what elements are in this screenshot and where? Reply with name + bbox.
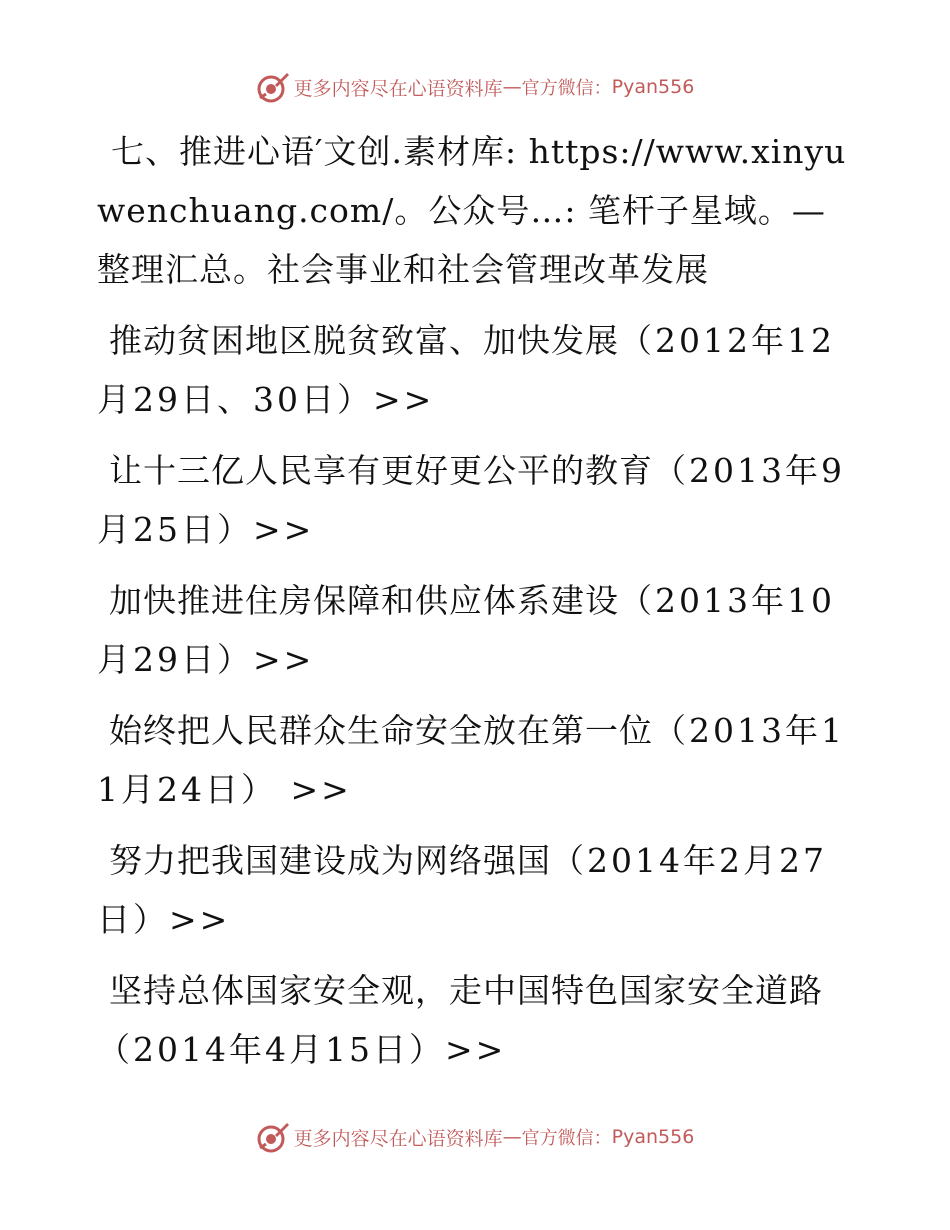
quill-seal-logo-icon	[256, 70, 290, 104]
watermark-label: 官方微信：	[521, 1128, 612, 1149]
entry-item	[97, 571, 857, 689]
watermark-header	[0, 70, 950, 104]
watermark-dash: —	[502, 1126, 522, 1148]
entry-item	[97, 961, 857, 1079]
quill-seal-logo-icon	[256, 1120, 290, 1154]
entry-date: （2013年9月25日）>>	[97, 451, 845, 549]
entry-title: 努力把我国建设成为网络强国	[109, 841, 551, 880]
entry-date: （2013年10月29日）>>	[97, 581, 835, 679]
watermark-wechat-id: Pyan556	[611, 76, 695, 98]
watermark-footer	[0, 1120, 950, 1154]
entry-date: （2014年2月27日）>>	[97, 841, 827, 939]
entry-title: 坚持总体国家安全观，走中国特色国家安全道路	[109, 971, 823, 1010]
entry-title: 始终把人民群众生命安全放在第一位	[109, 711, 653, 750]
entry-date: （2012年12月29日、30日）>>	[97, 321, 835, 419]
entry-title: 推动贫困地区脱贫致富、加快发展	[109, 321, 619, 360]
entry-title: 让十三亿人民享有更好更公平的教育	[109, 451, 653, 490]
entry-date: （2014年4月15日）>>	[97, 1030, 507, 1069]
entry-item	[97, 441, 857, 559]
entry-item	[97, 311, 857, 429]
entry-item	[97, 831, 857, 949]
entry-date: （2013年11月24日） >>	[97, 711, 845, 809]
watermark-text: 更多内容尽在心语资料库	[293, 77, 503, 100]
intro-paragraph	[97, 122, 857, 299]
document-body	[97, 122, 857, 1091]
intro-text: 七、推进心语′文创.素材库: https://www.xinyuwenchuang.com/。公众号…: 笔杆子星域。—整理汇总。社会事业和社会管理改革发展	[97, 132, 847, 289]
watermark-text: 更多内容尽在心语资料库	[293, 1127, 503, 1150]
watermark-wechat-id: Pyan556	[611, 1126, 695, 1148]
entry-item	[97, 701, 857, 819]
watermark-label: 官方微信：	[521, 78, 612, 99]
entry-title: 加快推进住房保障和供应体系建设	[109, 581, 619, 620]
watermark-dash: —	[502, 76, 522, 98]
